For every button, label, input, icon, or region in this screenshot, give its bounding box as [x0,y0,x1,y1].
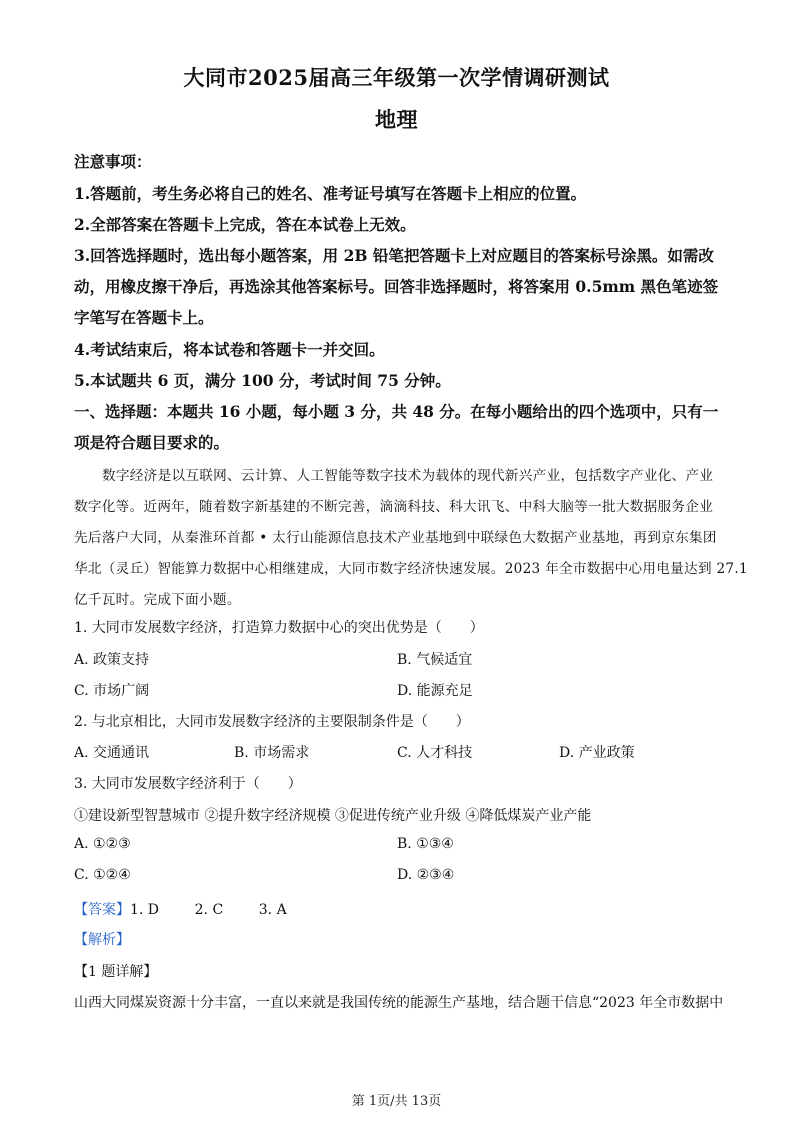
section-heading-line-1: 一、选择题：本题共 16 小题，每小题 3 分，共 48 分。在每小题给出的四个选项中，只有一 [74,402,719,421]
question-1-option-a: A. 政策支持 [74,652,150,668]
passage-line-3: 先后落户大同，从秦淮环首都 • 太行山能源信息技术产业基地到中联绿色大数据产业基地，再到京东集团 [74,530,717,546]
question-3-option-c: C. ①②④ [74,867,131,883]
notice-item-2: 2.全部答案在答题卡上完成，答在本试卷上无效。 [74,215,416,234]
passage-line-1: 数字经济是以互联网、云计算、人工智能等数字技术为载体的现代新兴产业，包括数字产业化、产业 [102,468,714,484]
section-heading-line-2: 项是符合题目要求的。 [74,433,230,452]
question-1-option-d: D. 能源充足 [397,683,473,699]
question-3-stem: 3. 大同市发展数字经济利于（ ） [74,776,302,792]
notice-item-1: 1.答题前，考生务必将自己的姓名、准考证号填写在答题卡上相应的位置。 [74,184,587,203]
answer-label: 【答案】 [74,902,130,918]
question-3-statements: ①建设新型智慧城市 ②提升数字经济规模 ③促进传统产业升级 ④降低煤炭产业产能 [74,808,592,824]
notice-item-3-line-2: 动，用橡皮擦干净后，再选涂其他答案标号。回答非选择题时，将答案用 0.5mm 黑色笔迹签 [74,277,719,296]
exam-title: 大同市2025届高三年级第一次学情调研测试 [183,65,610,90]
question-1-stem: 1. 大同市发展数字经济，打造算力数据中心的突出优势是（ ） [74,620,484,636]
notice-heading: 注意事项： [74,152,152,171]
analysis-label: 【解析】 [74,932,130,948]
question-2-stem: 2. 与北京相比，大同市发展数字经济的主要限制条件是（ ） [74,714,470,730]
analysis-detail-label: 【1 题详解】 [74,964,158,980]
page-number: 第 1页/共 13页 [351,1094,442,1109]
question-3-option-d: D. ②③④ [397,867,455,883]
passage-line-2: 数字化等。近两年，随着数字新基建的不断完善，滴滴科技、科大讯飞、中科大脑等一批大数据服务企业 [74,499,714,515]
question-1-option-c: C. 市场广阔 [74,683,150,699]
analysis-text: 山西大同煤炭资源十分丰富，一直以来就是我国传统的能源生产基地，结合题干信息“2023 年全市数据中 [74,995,724,1011]
passage-line-4: 华北（灵丘）智能算力数据中心相继建成，大同市数字经济快速发展。2023 年全市数据中心用电量达到 27.1 [74,561,748,577]
notice-item-3-line-1: 3.回答选择题时，选出每小题答案，用 2B 铅笔把答题卡上对应题目的答案标号涂黑。如需改 [74,246,714,265]
passage-line-5: 亿千瓦时。完成下面小题。 [74,592,241,608]
notice-item-4: 4.考试结束后，将本试卷和答题卡一并交回。 [74,340,385,359]
question-2-option-d: D. 产业政策 [559,745,635,761]
question-1-option-b: B. 气候适宜 [397,652,473,668]
question-2-option-a: A. 交通通讯 [74,745,150,761]
notice-item-5: 5.本试题共 6 页，满分 100 分，考试时间 75 分钟。 [74,371,451,390]
question-2-option-c: C. 人才科技 [397,745,473,761]
subject-title: 地理 [375,107,418,132]
question-2-option-b: B. 市场需求 [234,745,310,761]
answer-line [74,899,724,919]
answer-values: 1. D 2. C 3. A [130,902,287,918]
notice-item-3-line-3: 字笔写在答题卡上。 [74,308,214,327]
question-3-option-b: B. ①③④ [397,836,454,852]
question-3-option-a: A. ①②③ [74,836,131,852]
